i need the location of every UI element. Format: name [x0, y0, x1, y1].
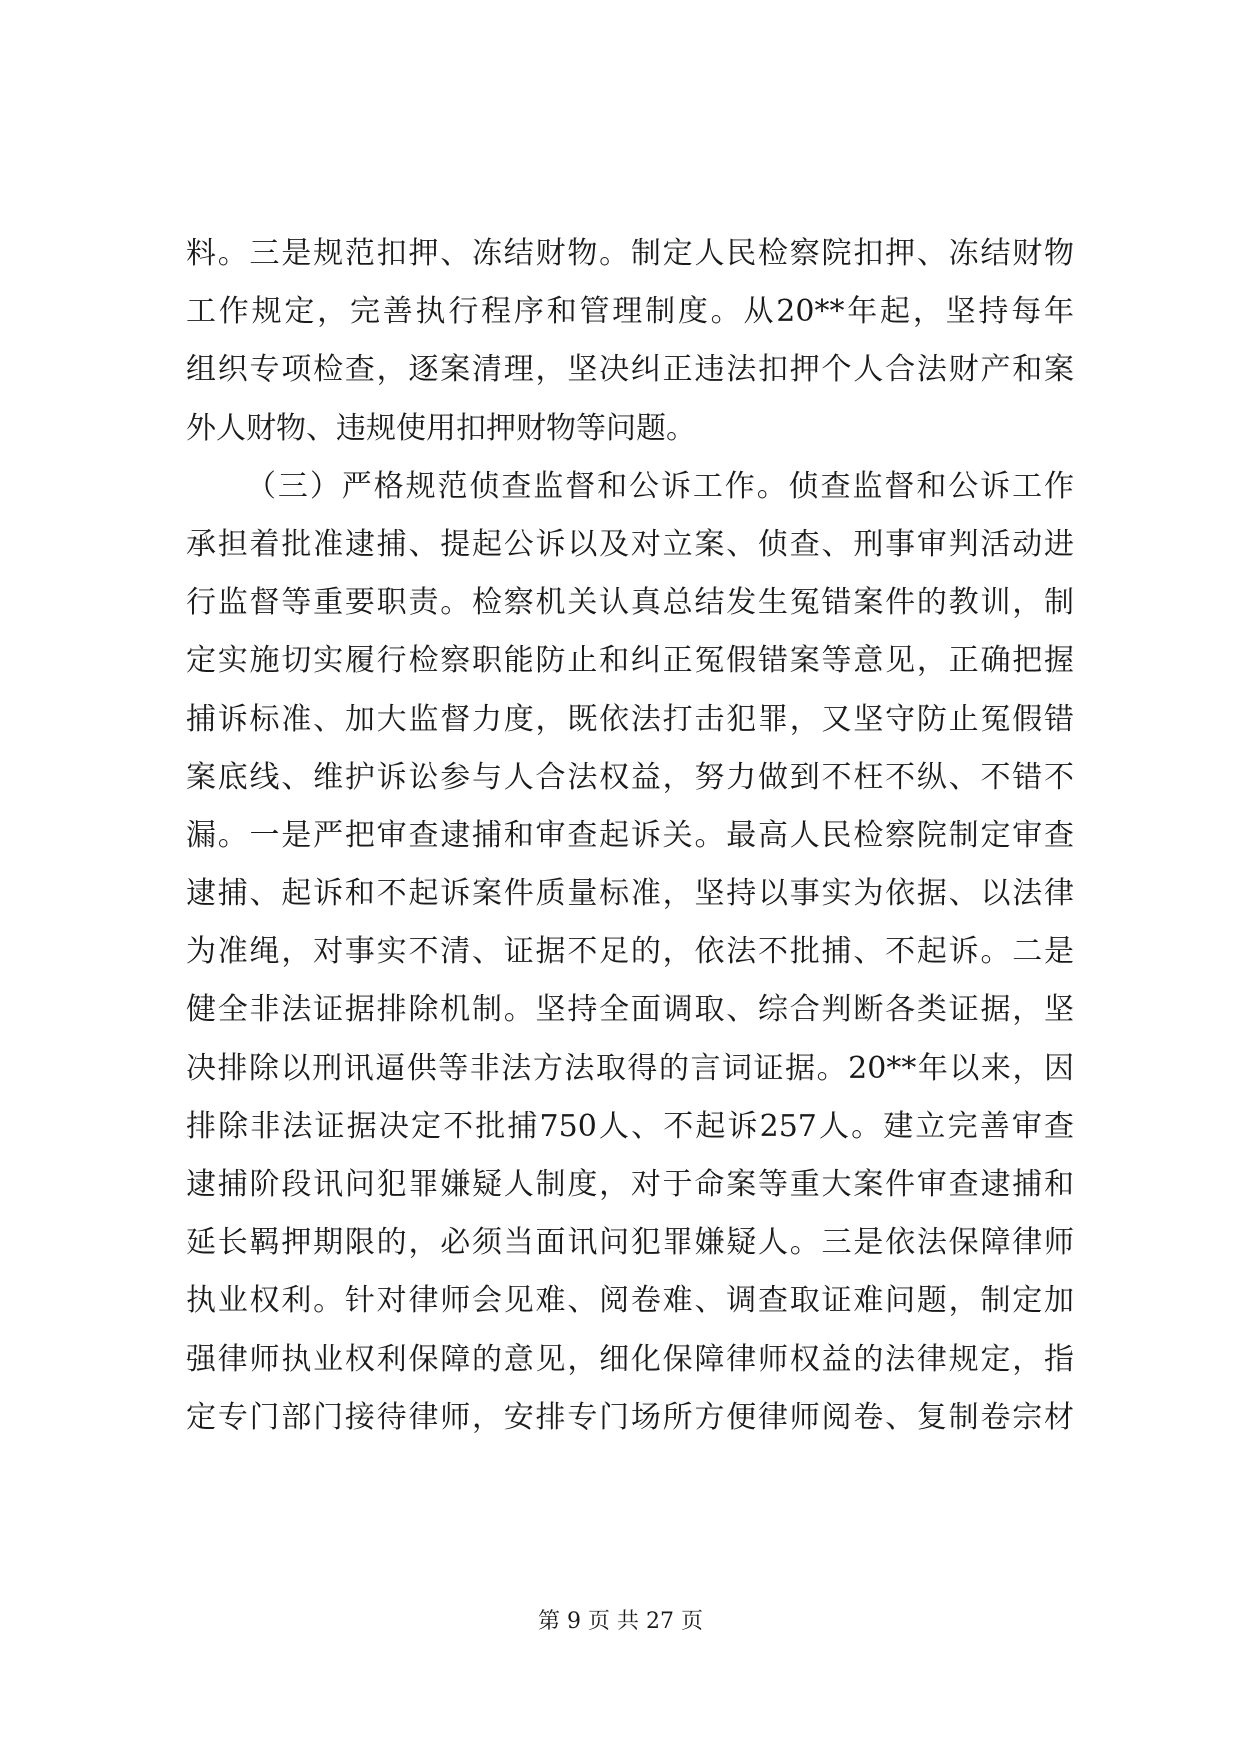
text-line: 定实施切实履行检察职能防止和纠正冤假错案等意见，正确把握	[186, 643, 1074, 679]
text-line: 行监督等重要职责。检察机关认真总结发生冤错案件的教训，制	[186, 585, 1074, 621]
page-footer: 第 9 页 共 27 页	[538, 1609, 703, 1634]
text-line: 组织专项检查，逐案清理，坚决纠正违法扣押个人合法财产和案	[186, 352, 1074, 388]
body-text	[186, 225, 1074, 1447]
text-line: 工作规定，完善执行程序和管理制度。从20**年起，坚持每年	[186, 294, 1074, 330]
text-line: 排除非法证据决定不批捕750人、不起诉257人。建立完善审查	[186, 1108, 1074, 1144]
text-line: （三）严格规范侦查监督和公诉工作。侦查监督和公诉工作	[246, 468, 1074, 504]
text-line: 捕诉标准、加大监督力度，既依法打击犯罪，又坚守防止冤假错	[186, 701, 1074, 737]
text-line: 料。三是规范扣押、冻结财物。制定人民检察院扣押、冻结财物	[186, 236, 1074, 271]
text-line: 执业权利。针对律师会见难、阅卷难、调查取证难问题，制定加	[186, 1283, 1074, 1319]
text-line: 案底线、维护诉讼参与人合法权益，努力做到不枉不纵、不错不	[186, 759, 1074, 795]
text-line: 承担着批准逮捕、提起公诉以及对立案、侦查、刑事审判活动进	[186, 526, 1074, 562]
text-line: 逮捕阶段讯问犯罪嫌疑人制度，对于命案等重大案件审查逮捕和	[186, 1167, 1074, 1202]
text-line: 延长羁押期限的，必须当面讯问犯罪嫌疑人。三是依法保障律师	[186, 1225, 1074, 1261]
text-line: 强律师执业权利保障的意见，细化保障律师权益的法律规定，指	[186, 1341, 1074, 1377]
text-line: 外人财物、违规使用扣押财物等问题。	[186, 410, 696, 446]
text-line: 定专门部门接待律师，安排专门场所方便律师阅卷、复制卷宗材	[186, 1399, 1074, 1435]
text-line: 为准绳，对事实不清、证据不足的，依法不批捕、不起诉。二是	[186, 934, 1074, 970]
text-line: 健全非法证据排除机制。坚持全面调取、综合判断各类证据，坚	[186, 992, 1074, 1028]
text-line: 逮捕、起诉和不起诉案件质量标准，坚持以事实为依据、以法律	[186, 876, 1074, 912]
text-line: 漏。一是严把审查逮捕和审查起诉关。最高人民检察院制定审查	[186, 817, 1074, 853]
text-line: 决排除以刑讯逼供等非法方法取得的言词证据。20**年以来，因	[186, 1050, 1074, 1086]
